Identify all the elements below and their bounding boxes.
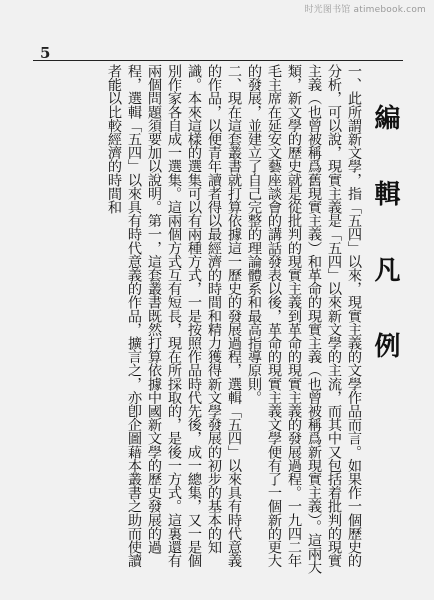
page-number: 5	[40, 44, 51, 62]
paragraph-1: 一、此所謂新文學，指「五四」以來，現實主義的文學作品而言。如果作一個歷史的分析，可以說，現實主義是「五四」以來新文學的主流，而其中又包括着批判的現實主義（也曾被稱爲舊現實主義）和革命的現實主義（也曾被稱爲新現實主義）。這兩大類，新文學的歷史就是從批判的現實主義到革命的現實主義的發展過程。一九四二年毛主席在延安文藝座談會的講話發表以後，革命的現實主義文學便有了一個新的更大的發展，並建立了自己完整的理論體系和最高指導原則。	[246, 64, 362, 574]
page-header-rule	[33, 60, 403, 61]
vertical-text-body	[35, 64, 420, 580]
paragraph-2: 二、現在這套叢書就打算依據這一歷史的發展過程，選輯「五四」以來具有時代意義的作品，以便青年讀者得以最經濟的時間和精力獲得新文學發展的初步的基本的知識。本來這樣的選集可以有兩種方式，一是按照作品時代先後，成一總集，又一是個別作家各自成一選集。這兩個方式互有短長，現在所採取的，是後一方式。這裏還有兩個問題須要加以說明。第一，這套叢書既然打算依據中國新文學的歷史發展的過程，選輯「五四」以來具有時代意義的作品，擴言之，亦卽企圖藉本叢書之助而使讀者能以比較經濟的時間和	[106, 64, 242, 568]
page-title: 編 輯 凡 例	[370, 104, 400, 368]
watermark-text: 时光图书馆 atimebook.com	[304, 5, 426, 15]
